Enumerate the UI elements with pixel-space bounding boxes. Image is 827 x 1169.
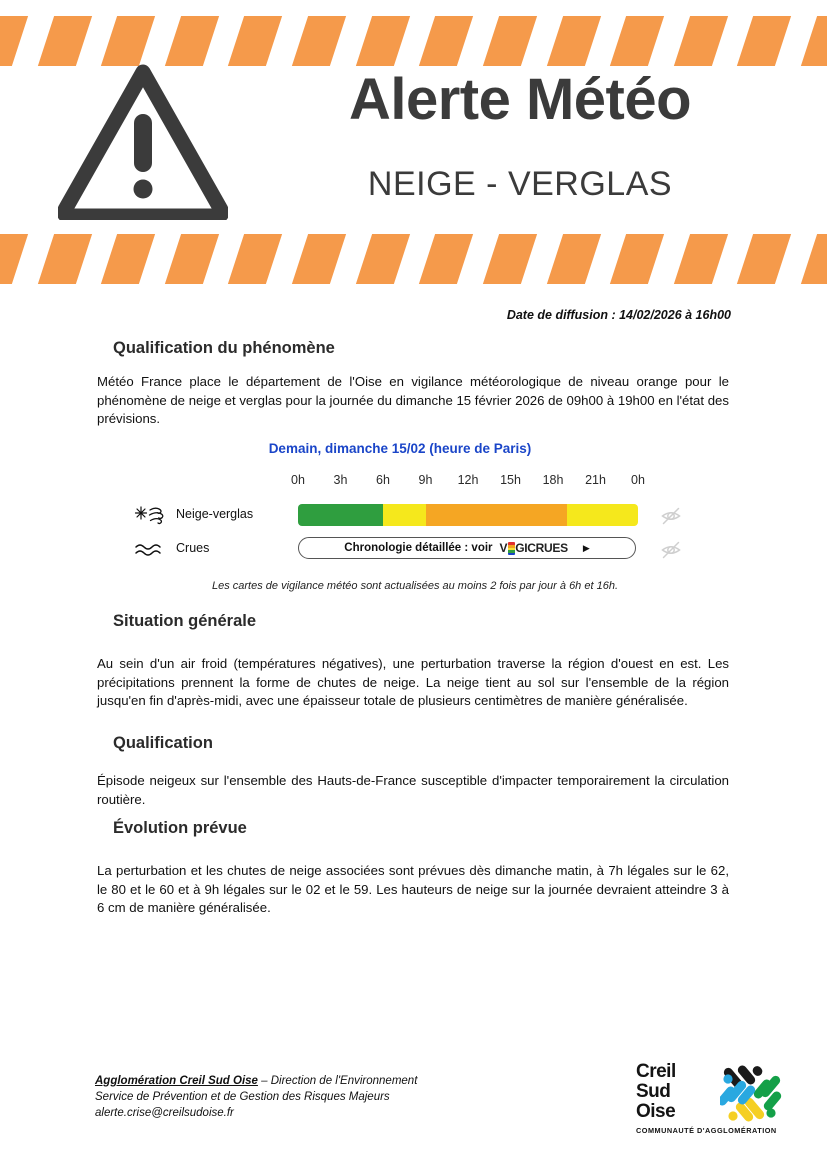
section-body-evolution-prevue: La perturbation et les chutes de neige associées sont prévues dès dimanche matin, à 7h légales sur le 62, le 80 et le 60 et à 9h légales sur le 02 et le 59. Les hauteurs de neige sur la journée devraient atteindre 3 à 6 cm de manière généralisée.: [97, 863, 729, 916]
timeline-hour-label: 15h: [500, 473, 521, 487]
timeline-hour-label: 12h: [457, 473, 479, 487]
timeline-segment-jaune: [567, 504, 638, 526]
hazard-stripe: [419, 234, 473, 284]
section-heading-situation-generale: Situation générale: [113, 612, 257, 630]
hazard-stripe: [801, 234, 827, 284]
chronologie-label: Chronologie détaillée : voir: [344, 542, 493, 554]
timeline-hour-axis: [291, 473, 648, 491]
timeline-row-neige-verglas: [130, 501, 700, 533]
hazard-stripe: [228, 234, 282, 284]
timeline-hour-label: 21h: [585, 473, 606, 487]
footer-org-name: Agglomération Creil Sud Oise: [95, 1075, 258, 1087]
hazard-stripe: [0, 16, 28, 66]
eye-slash-icon-neige-verglas[interactable]: [660, 505, 682, 527]
hazard-stripe: [101, 16, 155, 66]
page-subtitle: NEIGE - VERGLAS: [367, 165, 673, 203]
timeline-heading: Demain, dimanche 15/02 (heure de Paris): [268, 441, 532, 456]
timeline-hour-label: 3h: [333, 473, 348, 487]
vigicrues-gauge-icon: [508, 542, 515, 555]
hazard-stripe: [419, 16, 473, 66]
footer-line-service: Service de Prévention et de Gestion des Risques Majeurs: [95, 1090, 390, 1103]
hazard-stripe: [737, 16, 791, 66]
timeline-row-crues: [130, 535, 700, 567]
hazard-stripe: [801, 16, 827, 66]
section-heading-qualification: Qualification: [113, 734, 213, 752]
section-heading-qualification-phenomene: Qualification du phénomène: [113, 339, 335, 357]
timeline-hour-label: 0h: [631, 473, 645, 487]
section-heading-evolution-prevue: Évolution prévue: [113, 819, 247, 837]
creil-sud-oise-logo: [636, 1060, 788, 1142]
hazard-stripe: [546, 234, 600, 284]
timeline-hour-label: 0h: [291, 473, 305, 487]
eye-slash-icon-crues[interactable]: [660, 539, 682, 561]
vigicrues-logo: [500, 541, 568, 555]
timeline-bar-neige-verglas[interactable]: [298, 504, 638, 526]
vigicrues-brand: GICRUES: [515, 541, 568, 555]
footer-org-suffix: – Direction de l'Environnement: [257, 1075, 418, 1087]
section-body-qualification-phenomene: Météo France place le département de l'Oise en vigilance météorologique de niveau orange pour le phénomène de neige et verglas pour la journée du dimanche 15 février 2026 de 09h00 à 19h00 en l'état des prévisions.: [97, 374, 729, 427]
timeline-update-note: Les cartes de vigilance météo sont actualisées au moins 2 fois par jour à 6h et 16h.: [211, 580, 618, 592]
footer-contact-block: [95, 1074, 417, 1122]
chevron-right-icon: ▶: [582, 542, 590, 553]
hazard-stripe-band-bottom: [0, 234, 827, 284]
timeline-row-label-crues: Crues: [176, 541, 210, 555]
timeline-hour-label: 6h: [376, 473, 390, 487]
hazard-stripe: [292, 234, 346, 284]
hazard-stripe: [165, 234, 219, 284]
hazard-stripe: [356, 234, 410, 284]
logo-wordmark: [636, 1062, 722, 1122]
timeline-segment-vert: [298, 504, 383, 526]
logo-line-3: Oise: [636, 1100, 676, 1122]
hazard-stripe: [0, 234, 28, 284]
logo-line-2: Sud: [636, 1080, 671, 1102]
hazard-stripe: [37, 16, 91, 66]
hazard-stripe: [610, 16, 664, 66]
timeline-row-label-neige-verglas: Neige-verglas: [176, 507, 254, 521]
hazard-stripe-band-top: [0, 16, 827, 66]
page-title: Alerte Météo: [348, 67, 692, 132]
section-body-qualification: Épisode neigeux sur l'ensemble des Hauts-de-France susceptible d'impacter temporairement la circulation routière.: [97, 773, 729, 807]
hazard-stripe: [674, 16, 728, 66]
hazard-stripe: [37, 234, 91, 284]
hazard-stripe: [674, 234, 728, 284]
vigilance-timeline: [130, 441, 700, 566]
footer-line-org: [95, 1074, 417, 1090]
section-body-situation-generale: Au sein d'un air froid (températures négatives), une perturbation traverse la région d'ouest en est. Les précipitations prennent la forme de chutes de neige. La neige tient au sol sur l'ensemble de la région jusqu'en fin d'après-midi, avec une épaisseur totale de plusieurs centimètres de manière généralisée.: [97, 656, 729, 709]
footer-line-email[interactable]: alerte.crise@creilsudoise.fr: [95, 1106, 234, 1119]
logo-line-1: Creil: [636, 1061, 676, 1082]
diffusion-date: Date de diffusion : 14/02/2026 à 16h00: [506, 308, 731, 322]
hazard-stripe: [483, 234, 537, 284]
hazard-stripe: [610, 234, 664, 284]
logo-tagline: COMMUNAUTÉ D'AGGLOMÉRATION: [636, 1126, 777, 1135]
snow-ice-icon: [134, 503, 168, 529]
flood-waves-icon: [134, 537, 168, 563]
hazard-stripe: [356, 16, 410, 66]
logo-pinwheel-icon: [720, 1060, 788, 1126]
vigicrues-prefix: V: [499, 541, 508, 555]
timeline-hour-label: 18h: [542, 473, 564, 487]
hazard-stripe: [483, 16, 537, 66]
hazard-stripe: [292, 16, 346, 66]
hazard-stripe: [737, 234, 791, 284]
hazard-stripe: [101, 234, 155, 284]
hazard-stripe: [165, 16, 219, 66]
timeline-segment-orange: [426, 504, 568, 526]
chronologie-detaillee-button[interactable]: [298, 537, 636, 559]
hazard-stripe: [546, 16, 600, 66]
hazard-stripe: [228, 16, 282, 66]
timeline-hour-label: 9h: [418, 473, 433, 487]
warning-triangle-icon: [58, 62, 228, 220]
timeline-segment-jaune: [383, 504, 426, 526]
